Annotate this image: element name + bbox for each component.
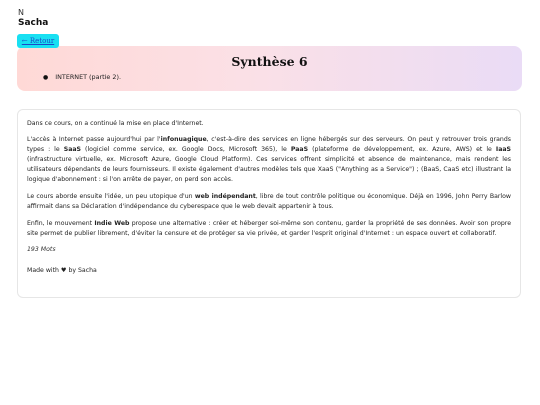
text-segment: Enfin, le mouvement xyxy=(27,220,95,227)
intro-paragraph: Dans ce cours, on a continué la mise en place d'Internet. xyxy=(27,120,204,127)
term-infonuagique: infonuagique xyxy=(160,136,207,143)
term-saas: SaaS xyxy=(63,146,82,153)
text-segment: (logiciel comme service, ex. Google Docs, Microsoft 365), le xyxy=(81,146,291,153)
text-segment: propose une alternative : créer et héberger soi-même son contenu, garder la propriété de ses données. Avoir son propre site permet de publier librement, d'éviter la censure et de protéger sa vie privée, et garder l'esprit original d'Internet : un espace ouvert et collaboratif. xyxy=(27,220,511,237)
word-count: 193 Mots xyxy=(27,246,56,253)
page-title: Synthèse 6 xyxy=(231,54,308,69)
brand-mark: N xyxy=(18,8,24,17)
term-web-independant: web indépendant xyxy=(194,193,256,200)
bullet-icon: ● xyxy=(43,73,49,81)
term-indie-web: Indie Web xyxy=(94,220,130,227)
brand xyxy=(18,8,48,29)
brand-name: Sacha xyxy=(18,18,49,28)
text-segment: L'accès à Internet passe aujourd'hui par l' xyxy=(27,136,161,143)
text-segment: , c'est-à-dire des services en ligne hébergés sur des serveurs. On peut y retrouver trois grands types : le xyxy=(27,136,511,153)
paragraph-independent-web xyxy=(27,192,511,212)
term-iaas: IaaS xyxy=(495,146,511,153)
paragraph-indie-web xyxy=(27,219,511,239)
text-segment: (plateforme de développement, ex. Azure, AWS) et le xyxy=(308,146,496,153)
topic-label: INTERNET (partie 2). xyxy=(55,73,121,81)
content-card xyxy=(17,109,521,298)
back-button[interactable]: ← Retour xyxy=(17,34,59,48)
list-item xyxy=(43,73,121,81)
footer-credit: Made with ♥ by Sacha xyxy=(27,267,97,274)
paragraph-cloud xyxy=(27,135,511,185)
text-segment: Le cours aborde ensuite l'idée, un peu utopique d'un xyxy=(27,193,195,200)
term-paas: PaaS xyxy=(290,146,309,153)
topic-list xyxy=(43,73,121,81)
text-segment: , libre de tout contrôle politique ou économique. Déjà en 1996, John Perry Barlow affirmait dans sa Déclaration d'indépendance du cyberespace que le web devait appartenir à tous. xyxy=(27,193,511,210)
text-segment: (infrastructure virtuelle, ex. Microsoft Azure, Google Cloud Platform). Ces services offrent simplicité et absence de maintenance, mais rendent les utilisateurs dépendants de leurs fournisseurs. Il existe également d'autres modèles tels que XaaS ("Anything as a Service") ; (BaaS, CaaS etc) illustrant la logique d'abonnement : si l'on arrête de payer, on perd son accès. xyxy=(27,156,511,183)
hero-banner xyxy=(17,46,522,91)
